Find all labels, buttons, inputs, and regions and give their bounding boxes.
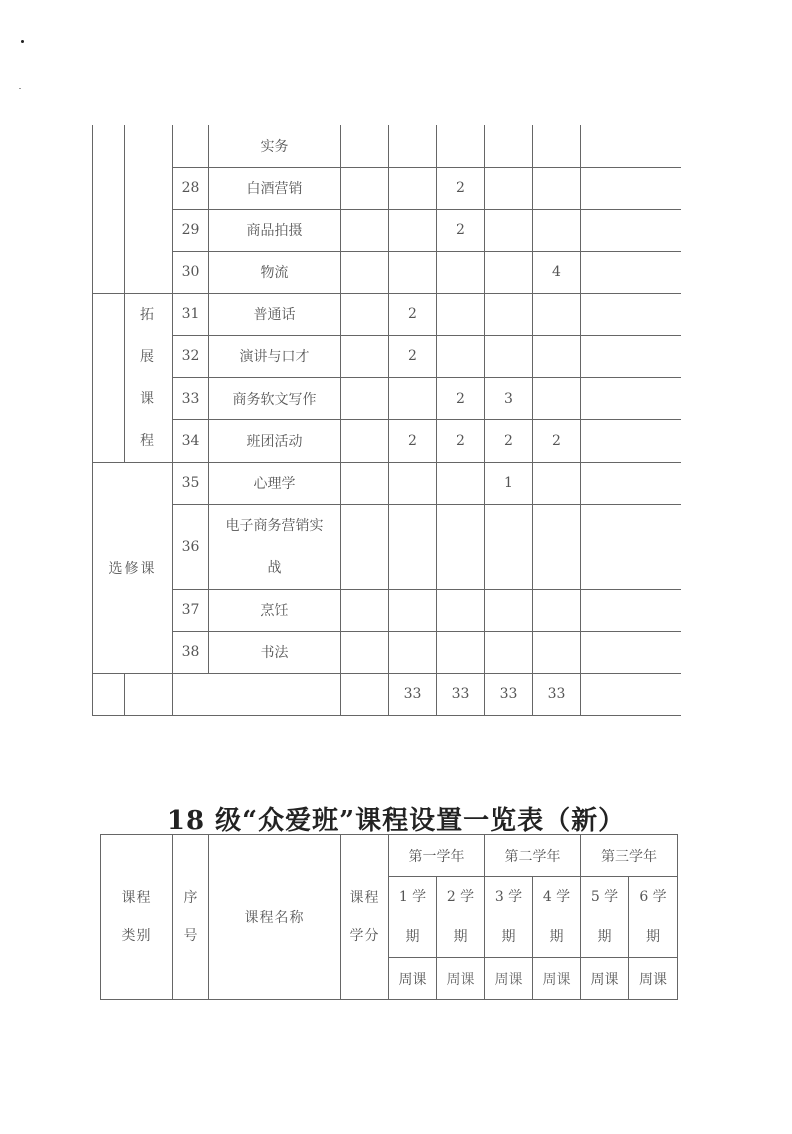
- week-label: 周课: [629, 958, 678, 1000]
- course-name: 演讲与口才: [209, 335, 341, 377]
- row-number: 38: [173, 631, 209, 673]
- week-hours: 2: [389, 420, 437, 462]
- category-elective: 选修课: [93, 462, 173, 673]
- header-year-2: 第二学年: [485, 835, 581, 877]
- week-hours: [437, 589, 485, 631]
- row-number: 37: [173, 589, 209, 631]
- total-week-hours: 33: [437, 673, 485, 715]
- week-hours: [533, 209, 581, 251]
- week-hours: [581, 293, 681, 335]
- scan-dash-mark: [19, 88, 21, 89]
- week-label: 周课: [581, 958, 629, 1000]
- course-name: 烹饪: [209, 589, 341, 631]
- week-label: 周课: [533, 958, 581, 1000]
- week-hours: [581, 125, 681, 167]
- totals-credit: [341, 673, 389, 715]
- week-hours: [581, 631, 681, 673]
- week-hours: [437, 125, 485, 167]
- totals-blank: [125, 673, 173, 715]
- week-hours: 2: [437, 209, 485, 251]
- page-title: 18 级“众爱班”课程设置一览表（新）: [166, 806, 626, 836]
- row-number: 31: [173, 293, 209, 335]
- week-hours: [581, 251, 681, 293]
- week-hours: [581, 504, 681, 589]
- row-number: 35: [173, 462, 209, 504]
- week-hours: [581, 589, 681, 631]
- table-row: [93, 293, 681, 335]
- course-credit: [341, 335, 389, 377]
- table-row: [93, 504, 681, 589]
- category-cell-outer: [93, 293, 125, 462]
- row-number: [173, 125, 209, 167]
- week-hours: [389, 504, 437, 589]
- week-hours: [533, 167, 581, 209]
- week-hours: [389, 167, 437, 209]
- week-hours: 2: [437, 378, 485, 420]
- course-name: 商务软文写作: [209, 378, 341, 420]
- header-course-name: 课程名称: [209, 835, 341, 1000]
- category-cell-outer: [93, 125, 125, 293]
- week-hours: [485, 335, 533, 377]
- week-hours: [389, 631, 437, 673]
- week-hours: [533, 631, 581, 673]
- week-label: 周课: [485, 958, 533, 1000]
- course-credit: [341, 462, 389, 504]
- week-hours: [485, 631, 533, 673]
- week-hours: [533, 335, 581, 377]
- week-hours: [389, 251, 437, 293]
- row-number: 29: [173, 209, 209, 251]
- week-hours: [485, 589, 533, 631]
- week-hours: [485, 293, 533, 335]
- header-row-years: [101, 835, 678, 877]
- week-hours: [389, 125, 437, 167]
- week-hours: [437, 251, 485, 293]
- totals-blank: [93, 673, 125, 715]
- week-hours: [581, 209, 681, 251]
- week-hours: [533, 378, 581, 420]
- course-table-continued: [92, 125, 681, 716]
- category-expand-courses: 拓展课程: [125, 293, 173, 462]
- week-hours: 2: [485, 420, 533, 462]
- week-hours: [581, 378, 681, 420]
- row-number: 36: [173, 504, 209, 589]
- week-hours: 1: [485, 462, 533, 504]
- week-hours: [533, 462, 581, 504]
- row-number: 33: [173, 378, 209, 420]
- total-week-hours: [581, 673, 681, 715]
- week-hours: [581, 420, 681, 462]
- week-hours: [485, 504, 533, 589]
- table-row: [93, 209, 681, 251]
- week-label: 周课: [389, 958, 437, 1000]
- course-credit: [341, 125, 389, 167]
- scan-dot-mark: [21, 40, 24, 43]
- table-row: [93, 631, 681, 673]
- totals-blank: [173, 673, 341, 715]
- header-year-3: 第三学年: [581, 835, 678, 877]
- course-name: 心理学: [209, 462, 341, 504]
- week-hours: 2: [437, 167, 485, 209]
- table-row: [93, 589, 681, 631]
- row-number: 28: [173, 167, 209, 209]
- week-hours: [437, 335, 485, 377]
- course-name: 电子商务营销实战: [209, 504, 341, 589]
- week-hours: [485, 125, 533, 167]
- week-hours: 4: [533, 251, 581, 293]
- row-number: 30: [173, 251, 209, 293]
- week-hours: [533, 293, 581, 335]
- table-row: [93, 462, 681, 504]
- week-hours: [389, 378, 437, 420]
- course-name: 白酒营销: [209, 167, 341, 209]
- course-credit: [341, 378, 389, 420]
- week-hours: [437, 504, 485, 589]
- table-row: [93, 335, 681, 377]
- total-week-hours: 33: [533, 673, 581, 715]
- week-hours: 2: [389, 335, 437, 377]
- table-row: [93, 378, 681, 420]
- week-hours: [437, 293, 485, 335]
- table-row: [93, 251, 681, 293]
- week-hours: [533, 504, 581, 589]
- course-name: 物流: [209, 251, 341, 293]
- header-credit: 课程学分: [341, 835, 389, 1000]
- week-hours: [437, 631, 485, 673]
- table-row: [93, 420, 681, 462]
- row-number: 34: [173, 420, 209, 462]
- course-credit: [341, 504, 389, 589]
- course-table-header: [100, 834, 678, 1000]
- week-hours: 3: [485, 378, 533, 420]
- week-hours: 2: [389, 293, 437, 335]
- week-hours: [389, 589, 437, 631]
- row-number: 32: [173, 335, 209, 377]
- header-semester-1: 1 学期: [389, 877, 437, 958]
- course-name: 商品拍摄: [209, 209, 341, 251]
- course-name: 书法: [209, 631, 341, 673]
- course-name: 实务: [209, 125, 341, 167]
- course-credit: [341, 589, 389, 631]
- week-hours: [437, 462, 485, 504]
- header-semester-3: 3 学期: [485, 877, 533, 958]
- table-row: [93, 167, 681, 209]
- header-number: 序号: [173, 835, 209, 1000]
- course-name: 班团活动: [209, 420, 341, 462]
- total-week-hours: 33: [389, 673, 437, 715]
- week-hours: [389, 209, 437, 251]
- week-hours: [581, 167, 681, 209]
- course-credit: [341, 420, 389, 462]
- week-label: 周课: [437, 958, 485, 1000]
- course-credit: [341, 293, 389, 335]
- course-credit: [341, 631, 389, 673]
- course-credit: [341, 167, 389, 209]
- week-hours: [533, 125, 581, 167]
- header-semester-5: 5 学期: [581, 877, 629, 958]
- week-hours: [533, 589, 581, 631]
- course-credit: [341, 251, 389, 293]
- header-semester-2: 2 学期: [437, 877, 485, 958]
- course-credit: [341, 209, 389, 251]
- header-category: 课程类别: [101, 835, 173, 1000]
- category-cell-inner: [125, 125, 173, 293]
- table-row: [93, 125, 681, 167]
- week-hours: 2: [533, 420, 581, 462]
- header-semester-4: 4 学期: [533, 877, 581, 958]
- week-hours: [485, 167, 533, 209]
- week-hours: [581, 335, 681, 377]
- totals-row: [93, 673, 681, 715]
- week-hours: [581, 462, 681, 504]
- header-semester-6: 6 学期: [629, 877, 678, 958]
- total-week-hours: 33: [485, 673, 533, 715]
- week-hours: [485, 209, 533, 251]
- course-name: 普通话: [209, 293, 341, 335]
- week-hours: [485, 251, 533, 293]
- week-hours: [389, 462, 437, 504]
- header-year-1: 第一学年: [389, 835, 485, 877]
- week-hours: 2: [437, 420, 485, 462]
